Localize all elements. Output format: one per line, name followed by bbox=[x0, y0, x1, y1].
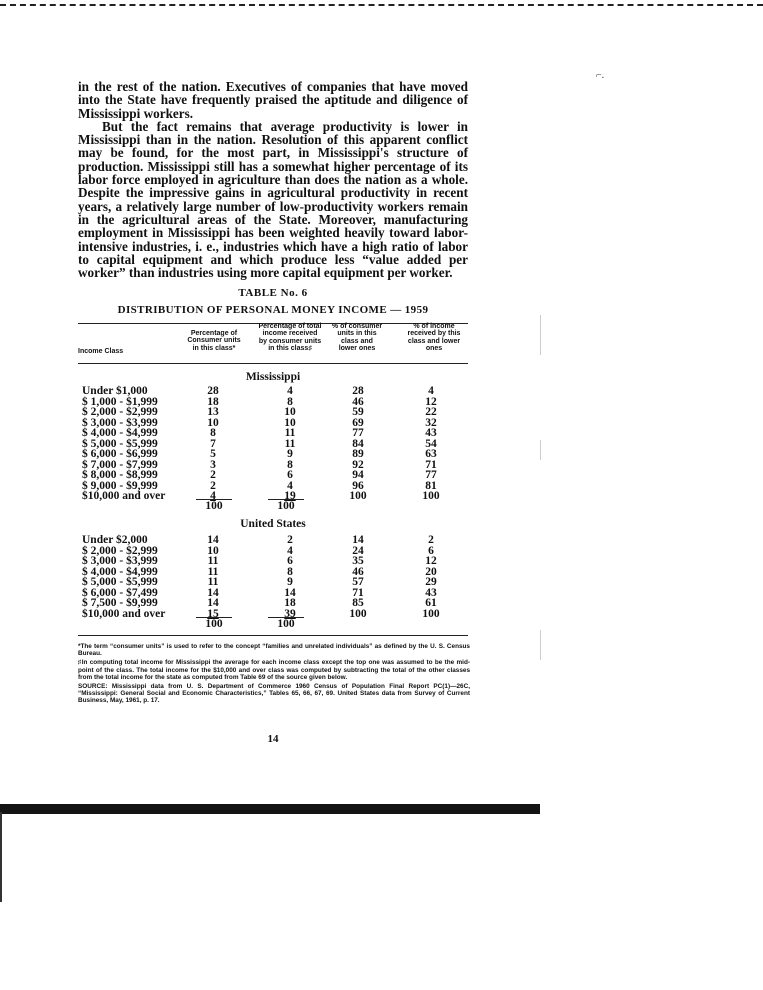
value-cell: 32 bbox=[425, 416, 437, 429]
value-cell: 4 bbox=[210, 490, 216, 502]
income-class-cell: Under $1,000 bbox=[82, 385, 148, 397]
scan-speck: ⌐. bbox=[596, 70, 605, 81]
value-cell: 71 bbox=[425, 458, 437, 471]
value-cell: 13 bbox=[207, 406, 219, 418]
ms-total-consumer: 100 bbox=[196, 499, 232, 512]
income-class-cell: $ 1,000 - $1,999 bbox=[82, 395, 158, 408]
value-cell: 4 bbox=[428, 385, 434, 397]
value-cell: 92 bbox=[352, 458, 364, 471]
table-row bbox=[78, 386, 468, 397]
value-cell: 6 bbox=[287, 469, 293, 481]
value-cell: 8 bbox=[210, 427, 216, 439]
footnote-computing: ♯In computing total income for Mississippi the average for each income class except the top one was assumed to be the mid-point of the class. The total income for the $10,000 and over class was computed by subtracting the total of the other classes from the total income for the state as computed from Table 69 of the source given below. bbox=[78, 659, 470, 681]
value-cell: 11 bbox=[207, 555, 219, 567]
table-row bbox=[78, 428, 468, 439]
value-cell: 2 bbox=[287, 534, 293, 546]
scan-left-edge bbox=[0, 812, 10, 902]
value-cell: 10 bbox=[284, 416, 296, 429]
ms-total-income: 100 bbox=[268, 499, 304, 512]
table-bottom-rule bbox=[78, 635, 468, 636]
us-total-consumer: 100 bbox=[196, 617, 232, 630]
income-class-cell: $ 3,000 - $3,999 bbox=[82, 555, 158, 567]
value-cell: 14 bbox=[284, 586, 296, 599]
us-total-income: 100 bbox=[268, 617, 304, 630]
income-class-cell: $ 5,000 - $5,999 bbox=[82, 437, 158, 450]
header-cum-consumer: % of consumer units in this class and lower ones bbox=[331, 323, 383, 353]
table-row bbox=[78, 535, 468, 546]
value-cell: 46 bbox=[352, 395, 364, 408]
header-pct-consumer: Percentage of Consumer units in this class* bbox=[187, 330, 241, 352]
value-cell: 22 bbox=[425, 406, 437, 418]
value-cell: 77 bbox=[352, 427, 364, 439]
section-united-states: United States bbox=[240, 518, 306, 530]
united-states-rows bbox=[78, 535, 468, 619]
paragraph-1: in the rest of the nation. Executives of companies that have moved into the State have frequently praised the aptitude and diligence of Mississippi workers. bbox=[78, 79, 468, 121]
income-class-cell: $ 5,000 - $5,999 bbox=[82, 576, 158, 588]
table-row bbox=[78, 449, 468, 460]
income-class-cell: $ 2,000 - $2,999 bbox=[82, 406, 158, 418]
value-cell: 6 bbox=[428, 544, 434, 557]
section-mississippi: Mississippi bbox=[245, 371, 301, 383]
value-cell: 11 bbox=[284, 427, 296, 439]
value-cell: 9 bbox=[287, 576, 293, 588]
value-cell: 12 bbox=[425, 555, 437, 567]
value-cell: 10 bbox=[207, 544, 219, 557]
paragraph-2: But the fact remains that average productivity is lower in Mississippi than in the nation. Resolution of this apparent conflict may be found, for the most part, in Mississippi's structure of production. Mississippi still has a somewhat higher percentage of its labor force employed in agriculture than does the nation as a whole. Despite the impressive gains in agricultural productivity in recent years, a relatively large number of low-productivity workers remain in the agricultural areas of the State. Moreover, manufacturing employment in Mississippi has been weighted heavily toward labor-intensive industries, i. e., industries which have a high ratio of labor to capital equipment and which produce less “value added per worker” than industries using more capital equipment per worker. bbox=[78, 118, 468, 281]
scan-top-edge bbox=[0, 0, 763, 6]
value-cell: 20 bbox=[425, 565, 437, 578]
value-cell: 10 bbox=[284, 406, 296, 418]
table-number: TABLE No. 6 bbox=[238, 287, 308, 299]
table-row bbox=[78, 556, 468, 567]
value-cell: 6 bbox=[287, 555, 293, 567]
table-title: DISTRIBUTION OF PERSONAL MONEY INCOME — 1959 bbox=[117, 304, 429, 316]
income-class-cell: $10,000 and over bbox=[82, 607, 166, 620]
value-cell: 81 bbox=[425, 479, 437, 492]
value-cell: 8 bbox=[287, 458, 293, 471]
value-cell: 8 bbox=[287, 395, 293, 408]
value-cell: 39 bbox=[284, 607, 296, 620]
table-row bbox=[78, 577, 468, 588]
table-row bbox=[78, 407, 468, 418]
value-cell: 59 bbox=[352, 406, 364, 418]
income-class-cell: $ 8,000 - $8,999 bbox=[82, 469, 158, 481]
margin-mark bbox=[540, 630, 541, 660]
value-cell: 5 bbox=[210, 448, 216, 460]
value-cell: 89 bbox=[352, 448, 364, 460]
header-bottom-rule bbox=[78, 363, 468, 364]
body-text bbox=[78, 80, 468, 279]
value-cell: 46 bbox=[352, 565, 364, 578]
table-row bbox=[78, 470, 468, 481]
income-class-cell: $ 3,000 - $3,999 bbox=[82, 416, 158, 429]
value-cell: 57 bbox=[352, 576, 364, 588]
value-cell: 96 bbox=[352, 479, 364, 492]
value-cell: 85 bbox=[352, 597, 364, 609]
value-cell: 4 bbox=[287, 385, 293, 397]
value-cell: 94 bbox=[352, 469, 364, 481]
value-cell: 18 bbox=[284, 597, 296, 609]
value-cell: 84 bbox=[352, 437, 364, 450]
value-cell: 7 bbox=[210, 437, 216, 450]
value-cell: 11 bbox=[207, 576, 219, 588]
value-cell: 12 bbox=[425, 395, 437, 408]
value-cell: 69 bbox=[352, 416, 364, 429]
value-cell: 4 bbox=[287, 544, 293, 557]
header-income-class: Income Class bbox=[78, 348, 124, 355]
value-cell: 2 bbox=[428, 534, 434, 546]
value-cell: 100 bbox=[349, 490, 367, 502]
income-class-cell: $ 4,000 - $4,999 bbox=[82, 427, 158, 439]
income-class-cell: $ 9,000 - $9,999 bbox=[82, 479, 158, 492]
income-class-cell: $ 6,000 - $7,499 bbox=[82, 586, 158, 599]
income-class-cell: $ 2,000 - $2,999 bbox=[82, 544, 158, 557]
income-class-cell: $ 6,000 - $6,999 bbox=[82, 448, 158, 460]
scan-bottom-edge bbox=[0, 804, 540, 814]
value-cell: 43 bbox=[425, 427, 437, 439]
income-class-cell: $ 7,500 - $9,999 bbox=[82, 597, 158, 609]
value-cell: 14 bbox=[207, 534, 219, 546]
value-cell: 4 bbox=[287, 479, 293, 492]
value-cell: 28 bbox=[207, 385, 219, 397]
table-row bbox=[78, 598, 468, 609]
value-cell: 18 bbox=[207, 395, 219, 408]
income-class-cell: Under $2,000 bbox=[82, 534, 148, 546]
value-cell: 14 bbox=[207, 586, 219, 599]
income-class-cell: $ 7,000 - $7,999 bbox=[82, 458, 158, 471]
value-cell: 43 bbox=[425, 586, 437, 599]
value-cell: 2 bbox=[210, 469, 216, 481]
value-cell: 10 bbox=[207, 416, 219, 429]
value-cell: 2 bbox=[210, 479, 216, 492]
value-cell: 28 bbox=[352, 385, 364, 397]
value-cell: 24 bbox=[352, 544, 364, 557]
income-class-cell: $10,000 and over bbox=[82, 490, 166, 502]
margin-mark bbox=[540, 315, 541, 355]
header-cum-income: % of income received by this class and lower ones bbox=[407, 323, 461, 353]
value-cell: 8 bbox=[287, 565, 293, 578]
value-cell: 14 bbox=[352, 534, 364, 546]
value-cell: 63 bbox=[425, 448, 437, 460]
value-cell: 61 bbox=[425, 597, 437, 609]
page-number: 14 bbox=[267, 733, 279, 745]
value-cell: 54 bbox=[425, 437, 437, 450]
value-cell: 14 bbox=[207, 597, 219, 609]
header-pct-income: Percentage of total income received by consumer units in this class♯ bbox=[258, 323, 322, 353]
mississippi-rows bbox=[78, 386, 468, 502]
value-cell: 77 bbox=[425, 469, 437, 481]
value-cell: 100 bbox=[422, 490, 440, 502]
value-cell: 29 bbox=[425, 576, 437, 588]
value-cell: 100 bbox=[349, 607, 367, 620]
value-cell: 3 bbox=[210, 458, 216, 471]
footnote-source: SOURCE: Mississippi data from U. S. Department of Commerce 1960 Census of Population Final Report PC(1)—26C, “Mississippi: General Social and Economic Characteristics,” Tables 65, 66, 67, 69. United States data from Survey of Current Business, May, 1961, p. 17. bbox=[78, 683, 470, 705]
value-cell: 11 bbox=[207, 565, 219, 578]
value-cell: 15 bbox=[207, 607, 219, 620]
value-cell: 11 bbox=[284, 437, 296, 450]
margin-mark bbox=[540, 440, 541, 460]
footnotes bbox=[78, 643, 470, 707]
value-cell: 35 bbox=[352, 555, 364, 567]
income-class-cell: $ 4,000 - $4,999 bbox=[82, 565, 158, 578]
value-cell: 100 bbox=[422, 607, 440, 620]
footnote-consumer-units: *The term “consumer units” is used to refer to the concept “families and unrelated individuals” as defined by the U. S. Census Bureau. bbox=[78, 643, 470, 658]
value-cell: 19 bbox=[284, 490, 296, 502]
value-cell: 9 bbox=[287, 448, 293, 460]
value-cell: 71 bbox=[352, 586, 364, 599]
